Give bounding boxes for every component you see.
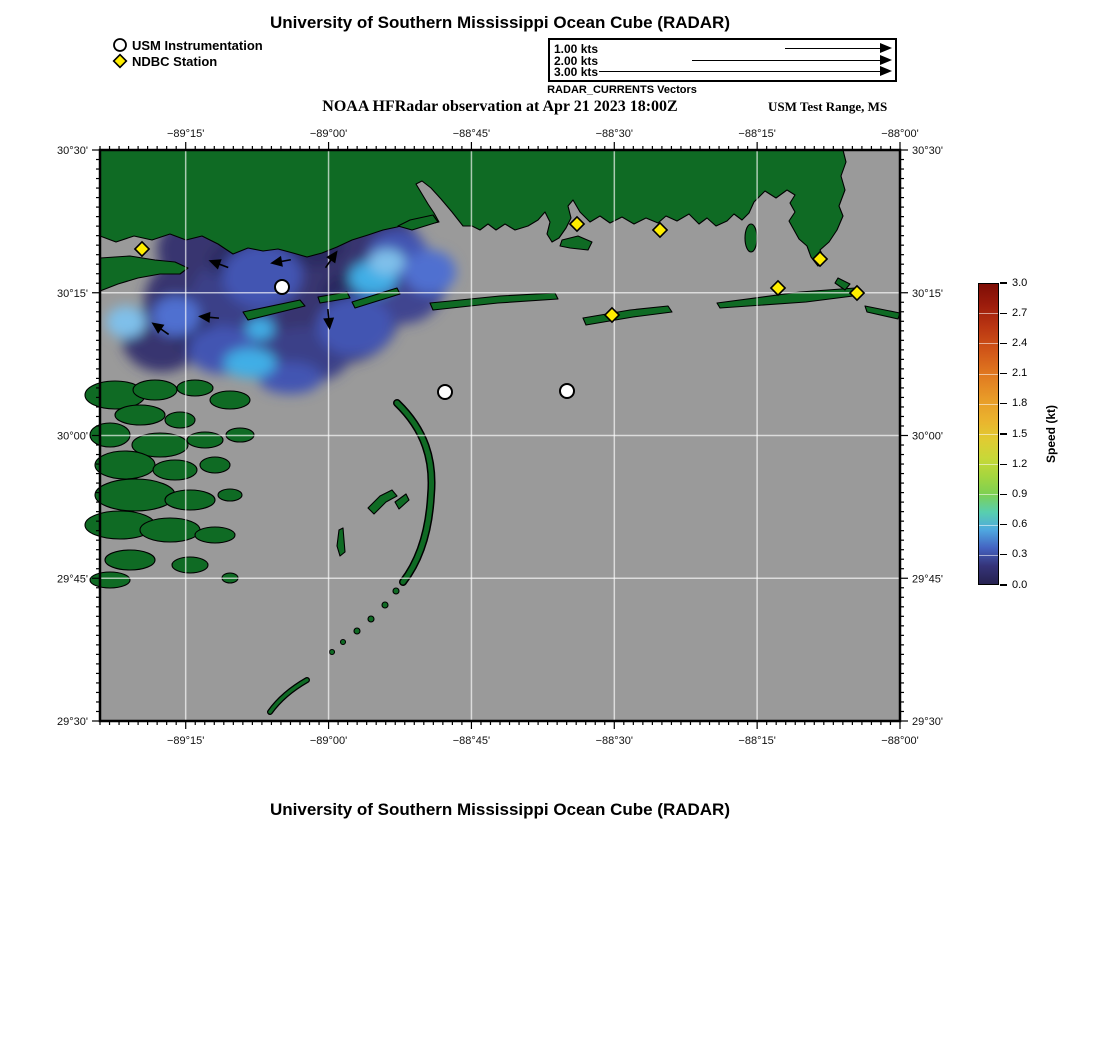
x-axis-label: −88°30' [595,128,634,140]
speed-patch [106,306,146,338]
colorbar-gridline [979,434,998,435]
legend-label: USM Instrumentation [132,37,263,53]
colorbar-tick-label: 1.5 [1012,427,1028,440]
speed-patch [246,318,274,340]
colorbar-tick-label: 0.9 [1012,487,1028,500]
colorbar-tick [1000,554,1007,555]
marsh-islet [165,412,195,428]
chandeleur-fragment [368,616,374,622]
colorbar-tick [1000,373,1007,374]
legend-row-ndbc [112,53,263,69]
map-canvas [57,128,943,747]
map-legend [112,37,263,69]
colorbar-tick-label: 1.2 [1012,457,1028,470]
marsh-islet [133,380,177,400]
colorbar-gridline [979,374,998,375]
x-axis-label: −89°15' [166,128,205,140]
speed-patch [369,249,405,275]
vector-arrowhead-icon [880,43,892,53]
colorbar-tick-label: 2.1 [1012,367,1028,380]
usm-station-marker [275,280,289,294]
x-axis-label: −88°00' [881,128,919,140]
x-axis-label: −88°45' [452,128,491,140]
colorbar-tick-label: 0.3 [1012,548,1028,561]
usm-station-marker [560,384,574,398]
vector-caption: RADAR_CURRENTS Vectors [547,84,697,96]
marsh-islet [153,460,197,480]
marsh-islet [218,489,242,501]
colorbar-gridline [979,525,998,526]
legend-label: NDBC Station [132,53,218,69]
map-area [57,128,943,747]
colorbar-tick [1000,282,1007,283]
marsh-islet [195,527,235,543]
page-title: University of Southern Mississippi Ocean Cube (RADAR) [269,13,730,32]
colorbar-gridline [979,494,998,495]
x-axis-label: −89°15' [166,735,205,747]
speed-patch [224,348,276,378]
y-axis-label: 30°15' [57,287,88,300]
observation-subtitle: NOAA HFRadar observation at Apr 21 2023 18:00Z [322,98,678,115]
colorbar-tick [1000,403,1007,404]
colorbar-tick [1000,464,1007,465]
vector-tail [785,48,880,49]
marsh-islet [187,432,223,448]
vector-scale-row [550,66,895,78]
vector-speed-label: 3.00 kts [554,65,599,79]
marsh-islet [95,451,155,479]
vector-speed-label: 2.00 kts [554,53,599,68]
x-axis-label: −88°15' [738,128,776,140]
y-axis-label: 30°30' [912,145,943,157]
colorbar-tick [1000,313,1007,314]
marsh-islet [95,479,175,511]
x-axis-label: −89°00' [309,128,348,140]
y-axis-label: 29°45' [57,573,88,586]
colorbar-tick-label: 3.0 [1012,276,1028,289]
colorbar-tick-label: 0.6 [1012,518,1028,531]
marsh-islet [115,405,165,425]
usm-circle-icon [112,37,128,53]
colorbar-gridline [979,313,998,314]
marsh-islet [165,490,215,510]
colorbar-title: Speed (kt) [1044,404,1058,464]
vector-arrowhead-icon [880,66,892,76]
chandeleur-fragment [354,628,360,634]
y-axis-label: 30°00' [912,430,943,443]
marsh-islet [90,572,130,588]
marsh-islet [140,518,200,542]
colorbar-tick [1000,343,1007,344]
colorbar-tick-label: 2.4 [1012,336,1028,349]
footer-title: University of Southern Mississippi Ocean Cube (RADAR) [269,800,730,819]
colorbar-gridline [979,343,998,344]
vector-arrowhead-icon [880,55,892,65]
y-axis-label: 29°30' [912,716,943,728]
vector-speed-label: 1.00 kts [554,42,599,56]
test-range-label: USM Test Range, MS [768,99,888,114]
marsh-islet [200,457,230,473]
y-axis-label: 29°45' [912,573,943,586]
speed-patch [404,250,456,294]
y-axis-label: 30°15' [912,287,943,300]
vector-scale-row [550,55,895,67]
round-island [745,224,757,252]
colorbar-gridline [979,404,998,405]
colorbar-tick [1000,524,1007,525]
x-axis-label: −88°00' [881,735,919,747]
y-axis-label: 30°30' [57,145,88,157]
chandeleur-fragment [393,588,399,594]
marsh-islet [177,380,213,396]
vector-tail [599,71,880,72]
y-axis-label: 30°00' [57,430,88,443]
marsh-islet [105,550,155,570]
colorbar-tick-label: 0.0 [1012,578,1028,591]
x-axis-label: −89°00' [309,735,348,747]
x-axis-label: −88°45' [452,735,491,747]
chandeleur-fragment [382,602,388,608]
usm-station-marker [438,385,452,399]
colorbar-tick [1000,494,1007,495]
colorbar-tick [1000,584,1007,585]
marsh-islet [210,391,250,409]
colorbar-tick-label: 2.7 [1012,306,1028,319]
vector-tail [692,60,880,61]
vector-scale-row [550,43,895,55]
marsh-islet [172,557,208,573]
legend-row-usm [112,37,263,53]
chandeleur-fragment [341,640,346,645]
colorbar-gridline [979,464,998,465]
x-axis-label: −88°15' [738,735,776,747]
y-axis-label: 29°30' [57,716,88,728]
colorbar-tick-label: 1.8 [1012,397,1028,410]
mid-islet-c [337,528,345,556]
colorbar-tick [1000,433,1007,434]
x-axis-label: −88°30' [595,735,634,747]
vector-scale-box [548,38,897,82]
colorbar-gridline [979,555,998,556]
chandeleur-fragment [330,650,335,655]
ndbc-diamond-icon [112,53,128,69]
